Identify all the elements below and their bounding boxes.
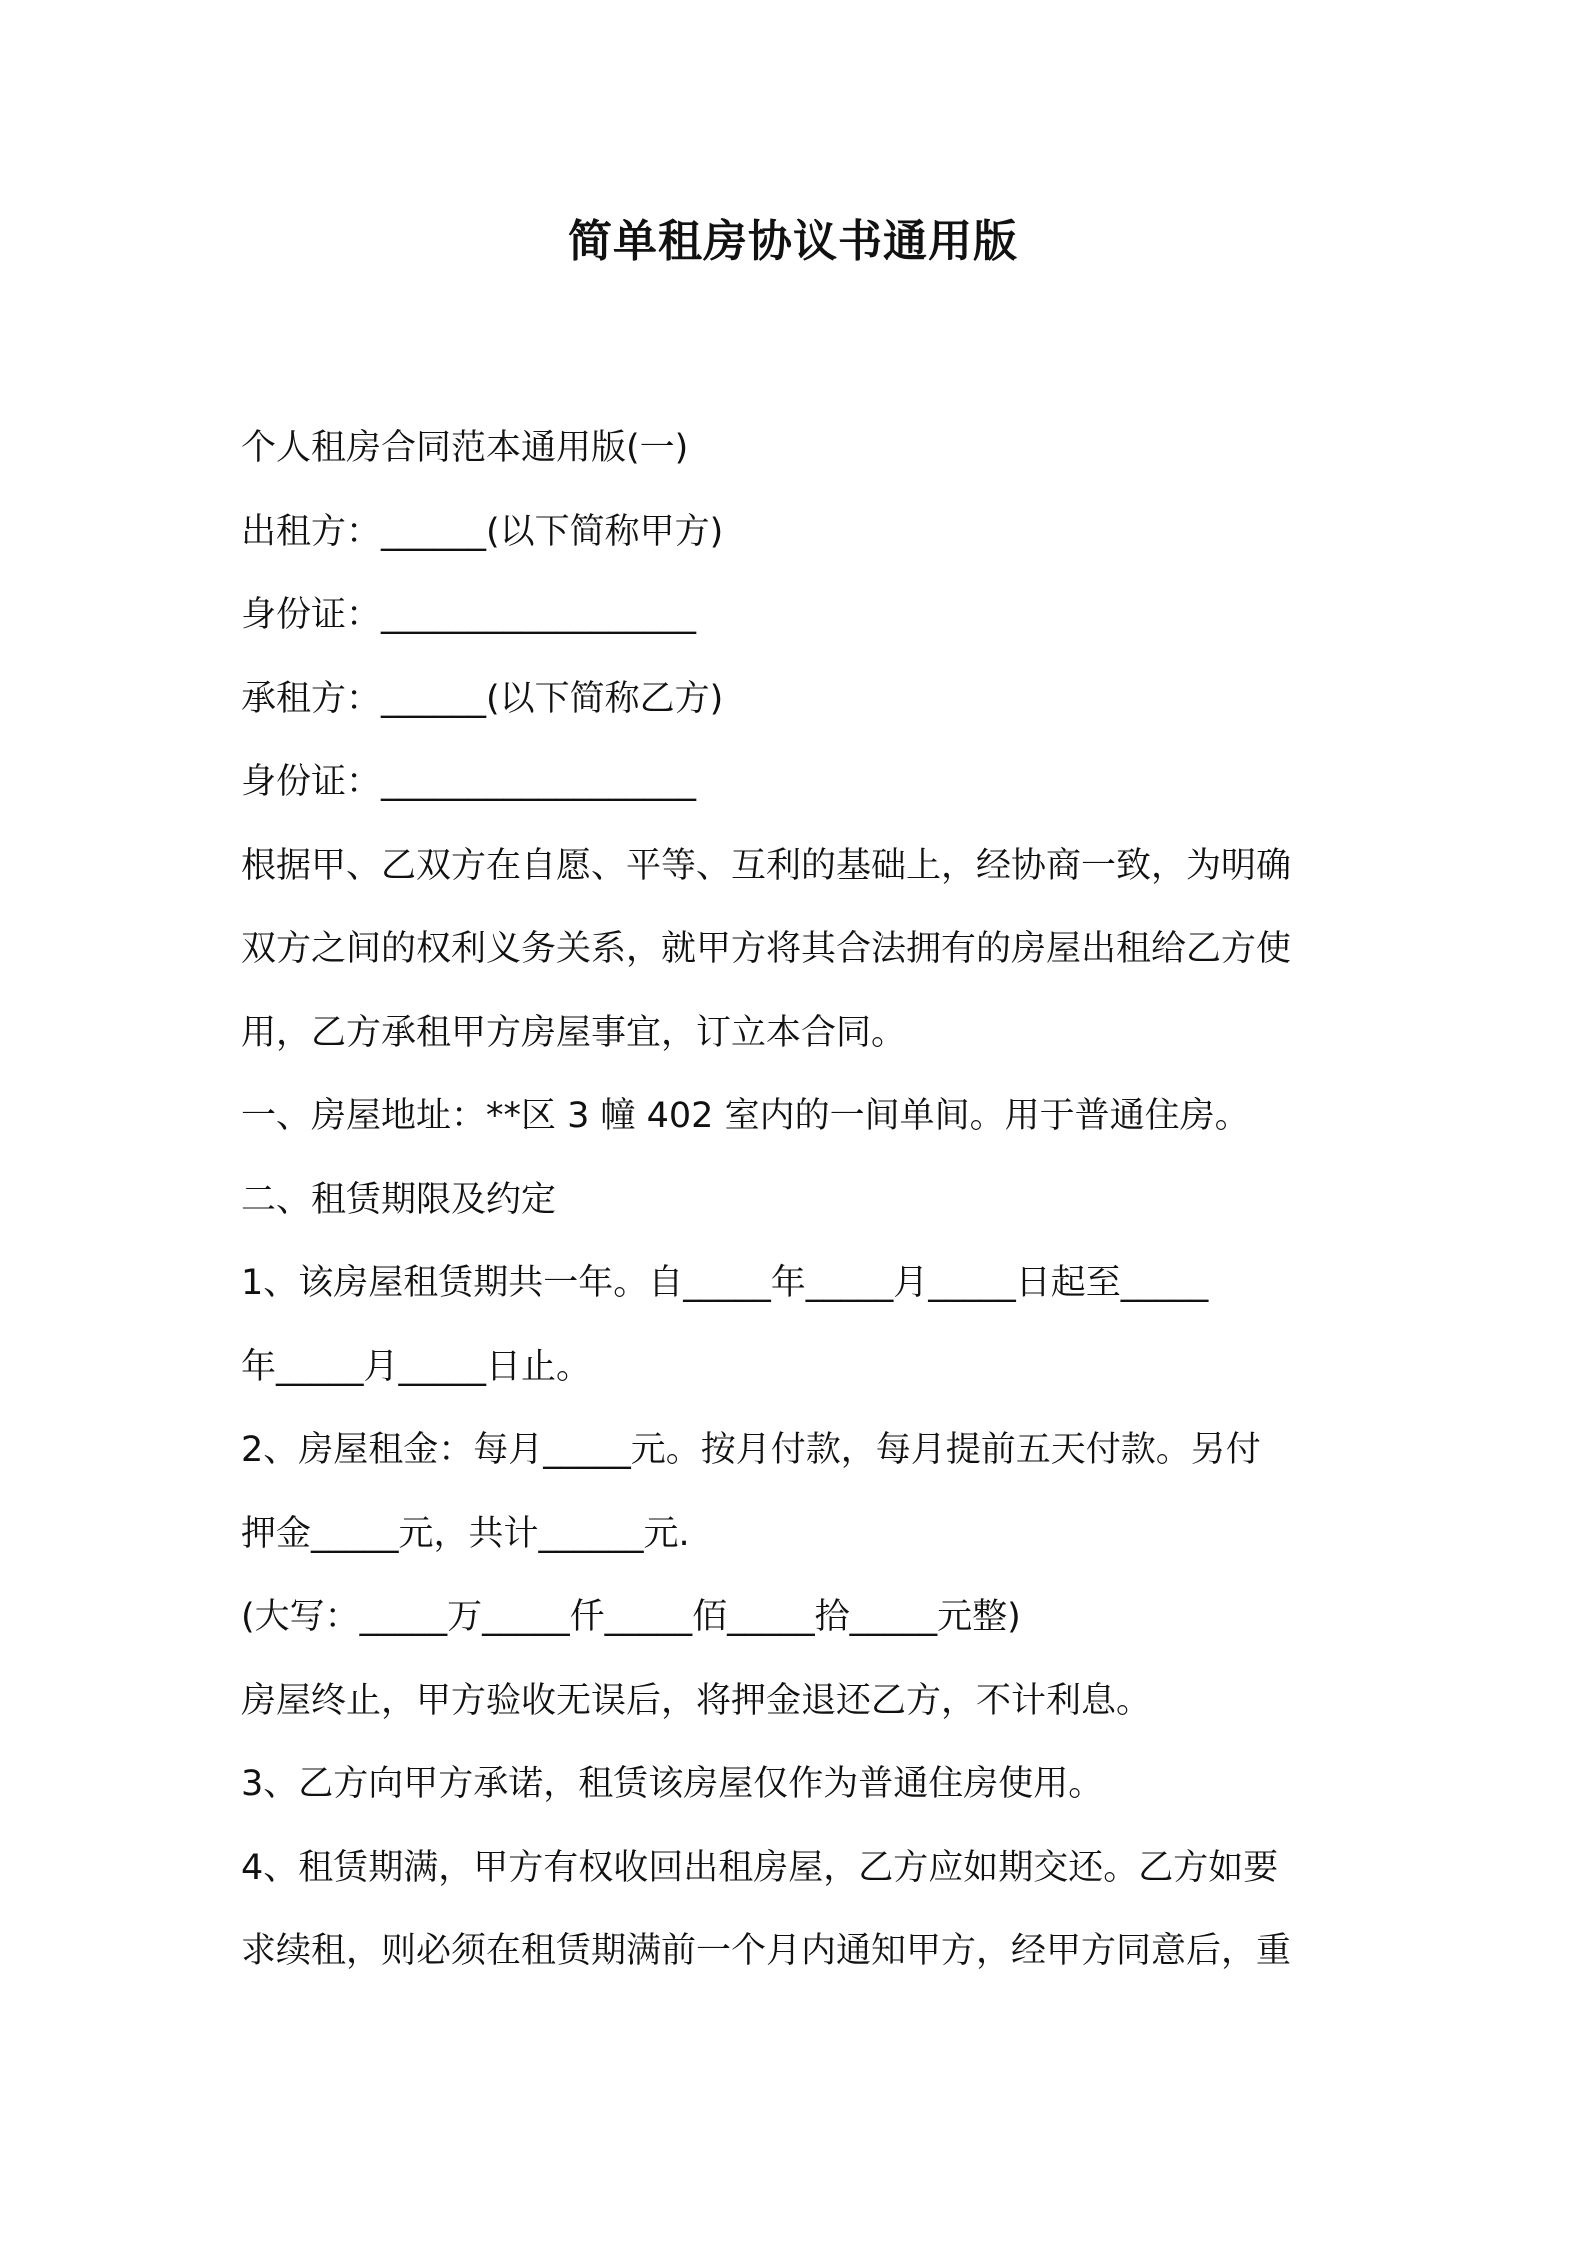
preamble-line-2: 双方之间的权利义务关系，就甲方将其合法拥有的房屋出租给乙方使: [241, 929, 1292, 969]
clause-term-line-2: 年_____月_____日止。: [241, 1346, 592, 1387]
preamble-line-1: 根据甲、乙双方在自愿、平等、互利的基础上，经协商一致，为明确: [241, 845, 1292, 886]
clause-rent-line-1: 2、房屋租金：每月_____元。按月付款，每月提前五天付款。另付: [241, 1430, 1261, 1470]
document-title: 简单租房协议书通用版: [568, 216, 1018, 267]
clause-term-heading: 二、租赁期限及约定: [241, 1179, 557, 1220]
clause-renewal-line-2: 求续租，则必须在租赁期满前一个月内通知甲方，经甲方同意后，重: [241, 1931, 1292, 1971]
lessee-line: 承租方：______(以下简称乙方): [241, 678, 724, 719]
lessee-id-line: 身份证：__________________: [241, 762, 697, 802]
lessor-id-line: 身份证：__________________: [241, 595, 697, 635]
clause-deposit-return: 房屋终止，甲方验收无误后，将押金退还乙方，不计利息。: [241, 1680, 1152, 1721]
document-body: [241, 407, 1361, 1994]
clause-usage: 3、乙方向甲方承诺，租赁该房屋仅作为普通住房使用。: [241, 1764, 1104, 1804]
clause-address: 一、房屋地址：**区 3 幢 402 室内的一间单间。用于普通住房。: [241, 1096, 1250, 1136]
clause-term-line-1: 1、该房屋租赁期共一年。自_____年_____月_____日起至_____: [241, 1263, 1209, 1303]
clause-rent-uppercase: (大写：_____万_____仟_____佰_____拾_____元整): [241, 1597, 1021, 1637]
section-heading: 个人租房合同范本通用版(一): [241, 428, 689, 468]
clause-rent-line-2: 押金_____元，共计______元.: [241, 1513, 690, 1554]
clause-renewal-line-1: 4、租赁期满，甲方有权收回出租房屋，乙方应如期交还。乙方如要: [241, 1847, 1279, 1888]
lessor-line: 出租方：______(以下简称甲方): [241, 511, 724, 552]
preamble-line-3: 用，乙方承租甲方房屋事宜，订立本合同。: [241, 1012, 907, 1053]
